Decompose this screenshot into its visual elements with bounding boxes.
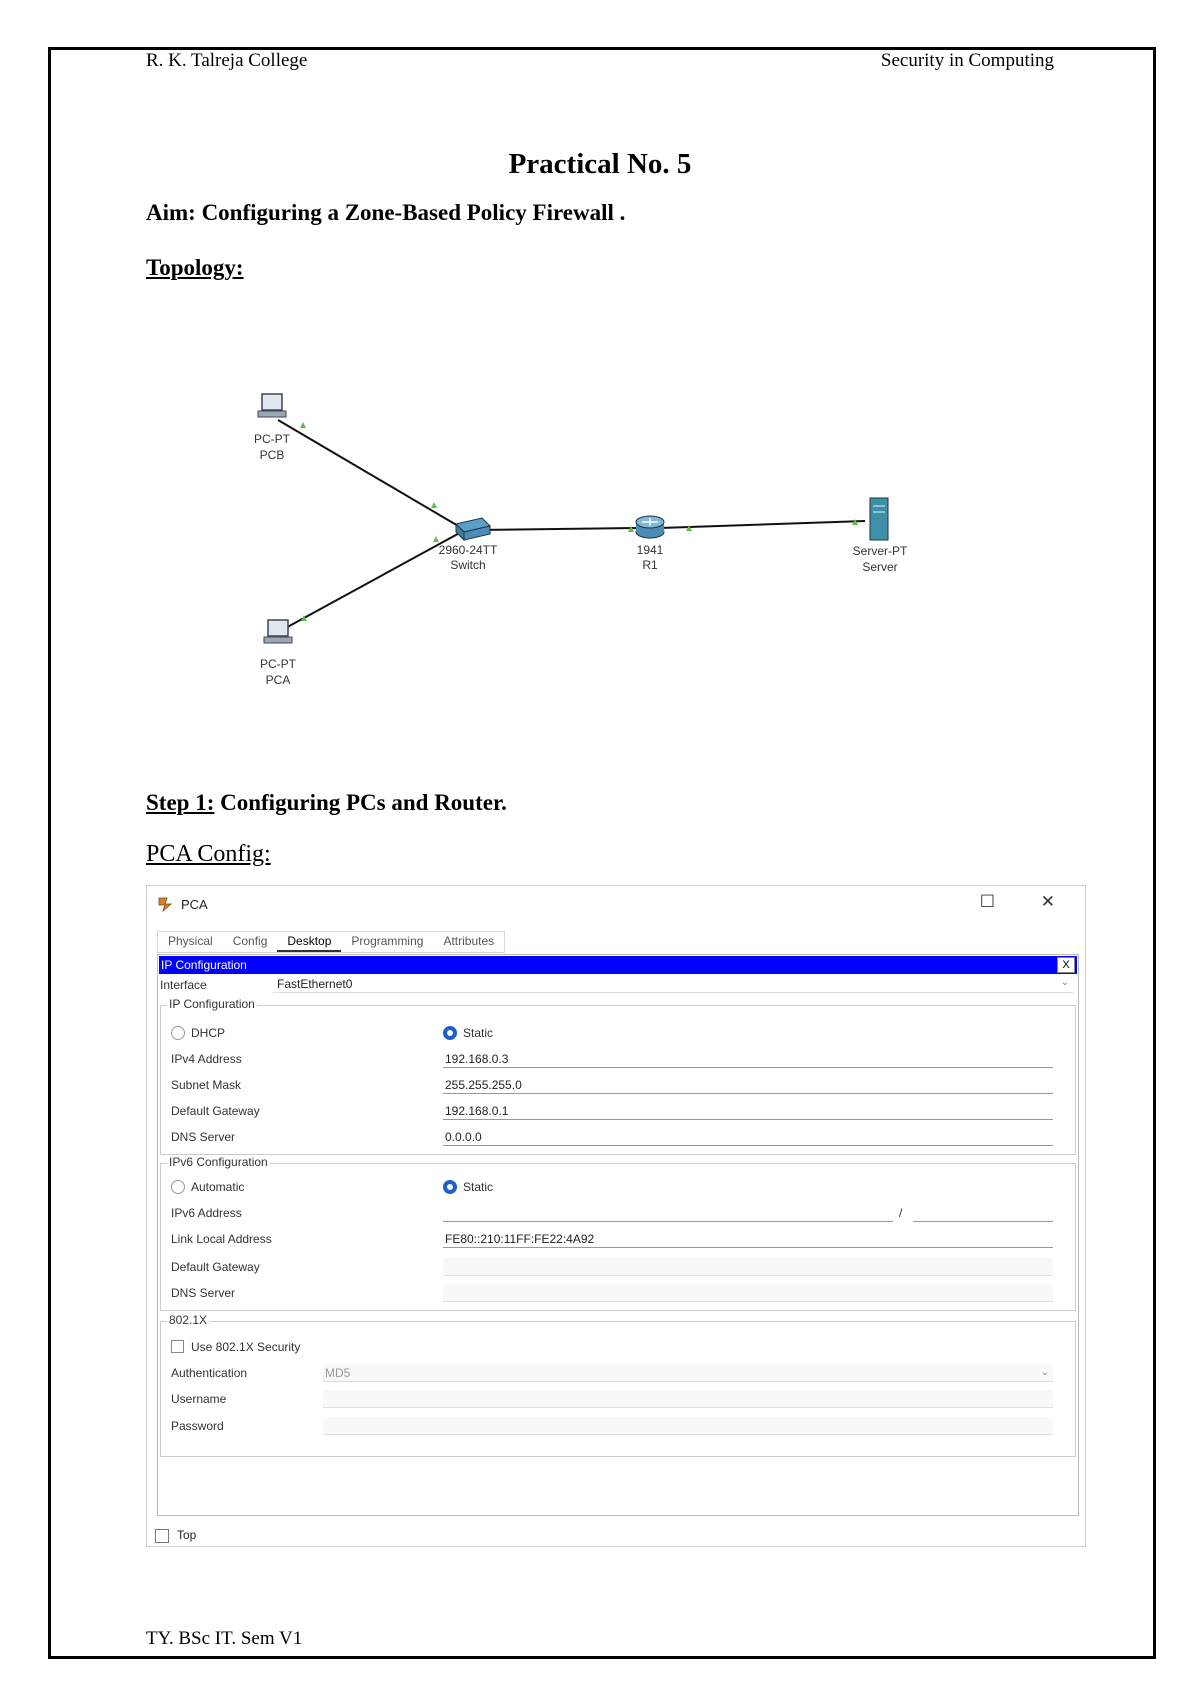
dhcp-label: DHCP	[191, 1026, 226, 1040]
link-pca-switch	[282, 530, 465, 630]
password-field[interactable]	[323, 1417, 1053, 1435]
chevron-down-icon: ⌄	[1040, 1367, 1049, 1378]
ipv6-prefix-slash: /	[899, 1206, 903, 1220]
link-light	[431, 502, 437, 508]
subnet-mask-label: Subnet Mask	[171, 1078, 242, 1092]
header-college: R. K. Talreja College	[146, 50, 308, 71]
static-radio[interactable]	[443, 1026, 457, 1040]
server-name-label: Server	[862, 560, 898, 574]
static6-radio[interactable]	[443, 1180, 457, 1194]
link-local-label: Link Local Address	[171, 1232, 272, 1246]
static-label: Static	[463, 1026, 494, 1040]
ip-config-close-button[interactable]: X	[1057, 957, 1075, 973]
link-router-server	[660, 521, 865, 528]
pca-type-label: PC-PT	[260, 657, 296, 671]
switch-type-label: 2960-24TT	[438, 543, 498, 557]
username-field[interactable]	[323, 1390, 1053, 1408]
window-title-bar	[157, 892, 208, 916]
window-title: PCA	[181, 896, 208, 912]
link-pcb-switch	[278, 420, 465, 530]
ip-config-panel	[157, 954, 1079, 1516]
top-checkbox[interactable]	[155, 1529, 169, 1543]
use-dot1x-checkbox[interactable]	[171, 1340, 184, 1353]
dns-server6-label: DNS Server	[171, 1286, 236, 1300]
step1-text: Configuring PCs and Router.	[214, 790, 507, 815]
link-light	[433, 536, 439, 542]
interface-select[interactable]	[273, 977, 1073, 993]
ip-config-title: IP Configuration	[161, 958, 247, 972]
pc-icon-pca	[264, 620, 292, 643]
maximize-button[interactable]: ☐	[979, 892, 995, 911]
link-light	[300, 422, 306, 428]
top-label: Top	[177, 1528, 197, 1542]
ipv4-address-field[interactable]: 192.168.0.3	[443, 1050, 1053, 1068]
switch-icon	[456, 518, 490, 540]
ipv6-address-label: IPv6 Address	[171, 1206, 242, 1220]
pcb-name-label: PCB	[259, 448, 285, 462]
pca-name-label: PCA	[265, 673, 291, 687]
link-switch-router	[475, 528, 640, 530]
tab-physical[interactable]: Physical	[168, 934, 213, 948]
tab-attributes[interactable]: Attributes	[443, 934, 495, 948]
chevron-down-icon: ⌄	[1060, 977, 1069, 988]
step1-label: Step 1:	[146, 790, 215, 815]
dns-server-label: DNS Server	[171, 1130, 236, 1144]
password-label: Password	[171, 1419, 224, 1433]
server-type-label: Server-PT	[852, 544, 908, 558]
topology-heading: Topology:	[146, 255, 244, 280]
dns-server-field[interactable]: 0.0.0.0	[443, 1128, 1053, 1146]
close-button[interactable]: ✕	[1040, 892, 1055, 911]
aim-text: Aim: Configuring a Zone-Based Policy Firewall .	[146, 200, 626, 225]
dot1x-group-title: 802.1X	[169, 1313, 208, 1327]
pcb-type-label: PC-PT	[254, 432, 290, 446]
ipv6-prefix-field[interactable]	[913, 1204, 1053, 1222]
pca-window	[146, 885, 1086, 1547]
link-local-field[interactable]: FE80::210:11FF:FE22:4A92	[443, 1230, 1053, 1248]
dns-server6-field[interactable]	[443, 1284, 1053, 1302]
default-gateway6-field[interactable]	[443, 1258, 1053, 1276]
default-gateway-field[interactable]: 192.168.0.1	[443, 1102, 1053, 1120]
header-subject: Security in Computing	[880, 50, 1054, 71]
practical-title: Practical No. 5	[508, 148, 692, 180]
ipv4-address-label: IPv4 Address	[171, 1052, 242, 1066]
ipv6-group	[160, 1155, 1076, 1311]
automatic-label: Automatic	[191, 1180, 245, 1194]
footer-text: TY. BSc IT. Sem V1	[146, 1628, 303, 1649]
ipv4-group	[160, 997, 1076, 1155]
dot1x-group	[160, 1313, 1076, 1457]
username-label: Username	[171, 1392, 227, 1406]
dhcp-radio[interactable]	[171, 1026, 185, 1040]
tab-programming[interactable]: Programming	[351, 934, 424, 948]
default-gateway6-label: Default Gateway	[171, 1260, 260, 1274]
ipv4-group-title: IP Configuration	[169, 997, 255, 1011]
ipv6-group-title: IPv6 Configuration	[169, 1155, 268, 1169]
ip-config-title-bar	[159, 956, 1077, 974]
authentication-select[interactable]	[323, 1364, 1053, 1382]
packet-tracer-icon	[157, 896, 175, 912]
automatic-radio[interactable]	[171, 1180, 185, 1194]
topology-diagram	[220, 380, 940, 720]
router-type-label: 1941	[636, 543, 664, 557]
tab-bar	[157, 931, 505, 953]
router-icon	[636, 516, 664, 538]
interface-label: Interface	[160, 978, 207, 992]
pca-config-heading: PCA Config:	[146, 841, 271, 867]
ipv6-address-field[interactable]	[443, 1204, 893, 1222]
server-icon	[870, 498, 888, 540]
tab-desktop[interactable]: Desktop	[277, 932, 341, 952]
authentication-value: MD5	[325, 1366, 351, 1380]
authentication-label: Authentication	[171, 1366, 248, 1380]
interface-value: FastEthernet0	[277, 977, 353, 991]
router-name-label: R1	[642, 558, 658, 572]
default-gateway-label: Default Gateway	[171, 1104, 260, 1118]
tab-config[interactable]: Config	[232, 934, 268, 948]
pc-icon-pcb	[258, 394, 286, 417]
subnet-mask-field[interactable]: 255.255.255.0	[443, 1076, 1053, 1094]
static6-label: Static	[463, 1180, 494, 1194]
switch-name-label: Switch	[450, 558, 486, 572]
step1-heading	[146, 790, 507, 816]
use-dot1x-label: Use 802.1X Security	[191, 1340, 301, 1354]
